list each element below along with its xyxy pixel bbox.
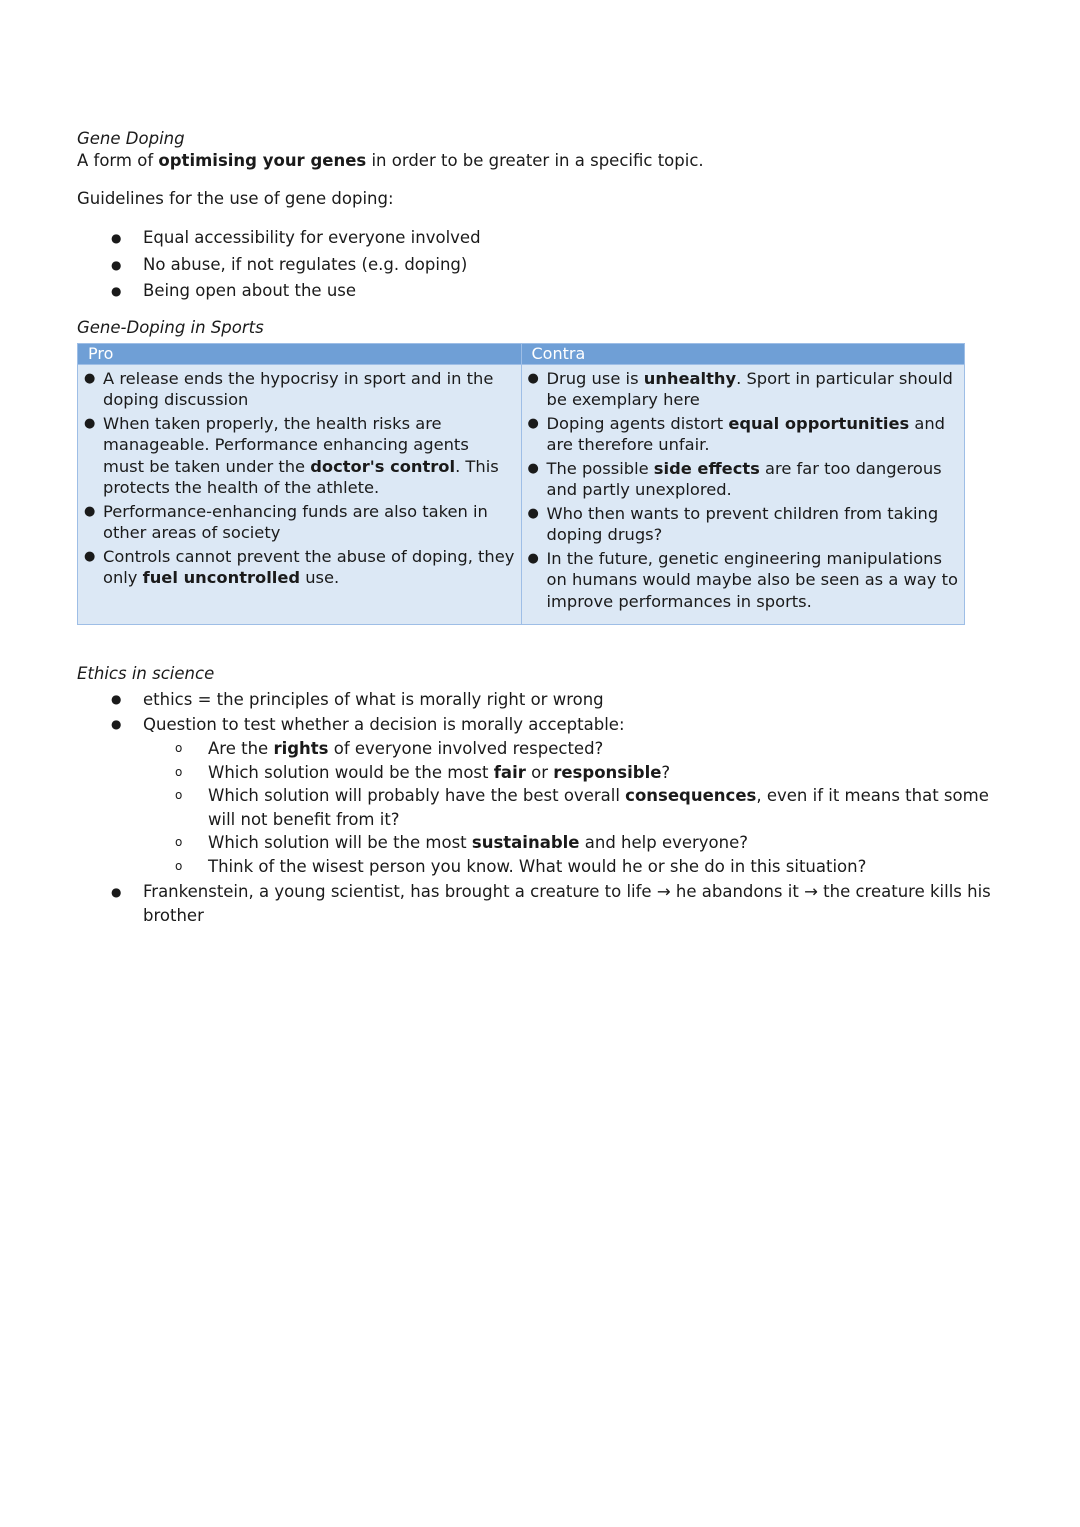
circle-bullet-icon: o (175, 858, 183, 873)
argument-item: ● Who then wants to prevent children from taking doping drugs? (527, 503, 939, 544)
bullet-icon: ● (527, 415, 539, 431)
bullet-icon: ● (111, 231, 122, 245)
list-item: ● Frankenstein, a young scientist, has brought a creature to life → he abandons it → the creature kills his brother (111, 882, 991, 925)
ethics-title: Ethics in science (77, 664, 215, 683)
bullet-icon: ● (527, 460, 539, 476)
argument-item: ● When taken properly, the health risks are manageable. Performance enhancing agents must be taken under the doctor's control. This protects the health of the athlete. (84, 413, 499, 497)
guidelines-intro: Guidelines for the use of gene doping: (77, 189, 394, 208)
document-page (77, 128, 1017, 928)
circle-bullet-icon: o (175, 835, 183, 849)
bullet-icon: ● (111, 284, 122, 298)
circle-bullet-icon: o (175, 741, 183, 755)
question-item: o Think of the wisest person you know. What would he or she do in this situation? (142, 855, 1017, 879)
list-item: ● No abuse, if not regulates (e.g. doping) (77, 252, 1017, 279)
bullet-icon: ● (111, 257, 122, 272)
circle-bullet-icon: o (175, 788, 183, 802)
pro-list (82, 368, 515, 589)
argument-item: ● Drug use is unhealthy. Sport in particular should be exemplary here (527, 368, 953, 409)
sports-title: Gene-Doping in Sports (77, 317, 264, 337)
contra-cell (521, 364, 965, 625)
ethics-list (77, 687, 1017, 737)
question-item: o Which solution will probably have the best overall consequences, even if it means that some will not benefit from it? (175, 786, 989, 829)
bullet-icon: ● (111, 692, 122, 706)
question-item: o Which solution would be the most fair or responsible? (142, 761, 1017, 785)
bullet-icon: ● (527, 505, 539, 521)
gene-doping-title: Gene Doping (77, 129, 185, 148)
bullet-icon: ● (84, 503, 96, 519)
argument-item: ● In the future, genetic engineering manipulations on humans would maybe also be seen as a way to improve performances in sports. (527, 548, 958, 611)
argument-item: ● Doping agents distort equal opportunities and are therefore unfair. (527, 413, 946, 454)
argument-item: ● The possible side effects are far too dangerous and partly unexplored. (527, 458, 942, 499)
list-item: ● Being open about the use (77, 278, 1017, 305)
contra-header: Contra (521, 343, 965, 364)
bullet-icon: ● (111, 885, 122, 899)
question-item: o Are the rights of everyone involved respected? (142, 737, 1017, 761)
guidelines-list (77, 225, 1017, 305)
bullet-icon: ● (84, 415, 96, 431)
list-item: ● Equal accessibility for everyone involved (77, 225, 1017, 252)
frankenstein-list (77, 880, 1017, 928)
argument-item: ● Performance-enhancing funds are also taken in other areas of society (84, 501, 488, 542)
pro-header: Pro (78, 343, 522, 364)
bullet-icon: ● (84, 548, 96, 564)
bullet-icon: ● (527, 550, 539, 566)
list-item: ● Question to test whether a decision is morally acceptable: (77, 712, 1017, 737)
contra-list (526, 368, 959, 613)
ethics-questions (142, 737, 1017, 878)
pro-contra-table (77, 343, 965, 626)
gene-doping-definition: A form of optimising your genes in order to be greater in a specific topic. (77, 151, 704, 170)
pro-cell (78, 364, 522, 625)
question-item: o Which solution will be the most sustainable and help everyone? (142, 831, 1017, 855)
circle-bullet-icon: o (175, 764, 183, 779)
bullet-icon: ● (527, 370, 539, 386)
argument-item: ● Controls cannot prevent the abuse of doping, they only fuel uncontrolled use. (84, 546, 515, 587)
bullet-icon: ● (84, 370, 96, 386)
argument-item: ● A release ends the hypocrisy in sport and in the doping discussion (84, 368, 494, 409)
list-item: ● ethics = the principles of what is morally right or wrong (77, 687, 1017, 712)
bullet-icon: ● (111, 717, 122, 731)
